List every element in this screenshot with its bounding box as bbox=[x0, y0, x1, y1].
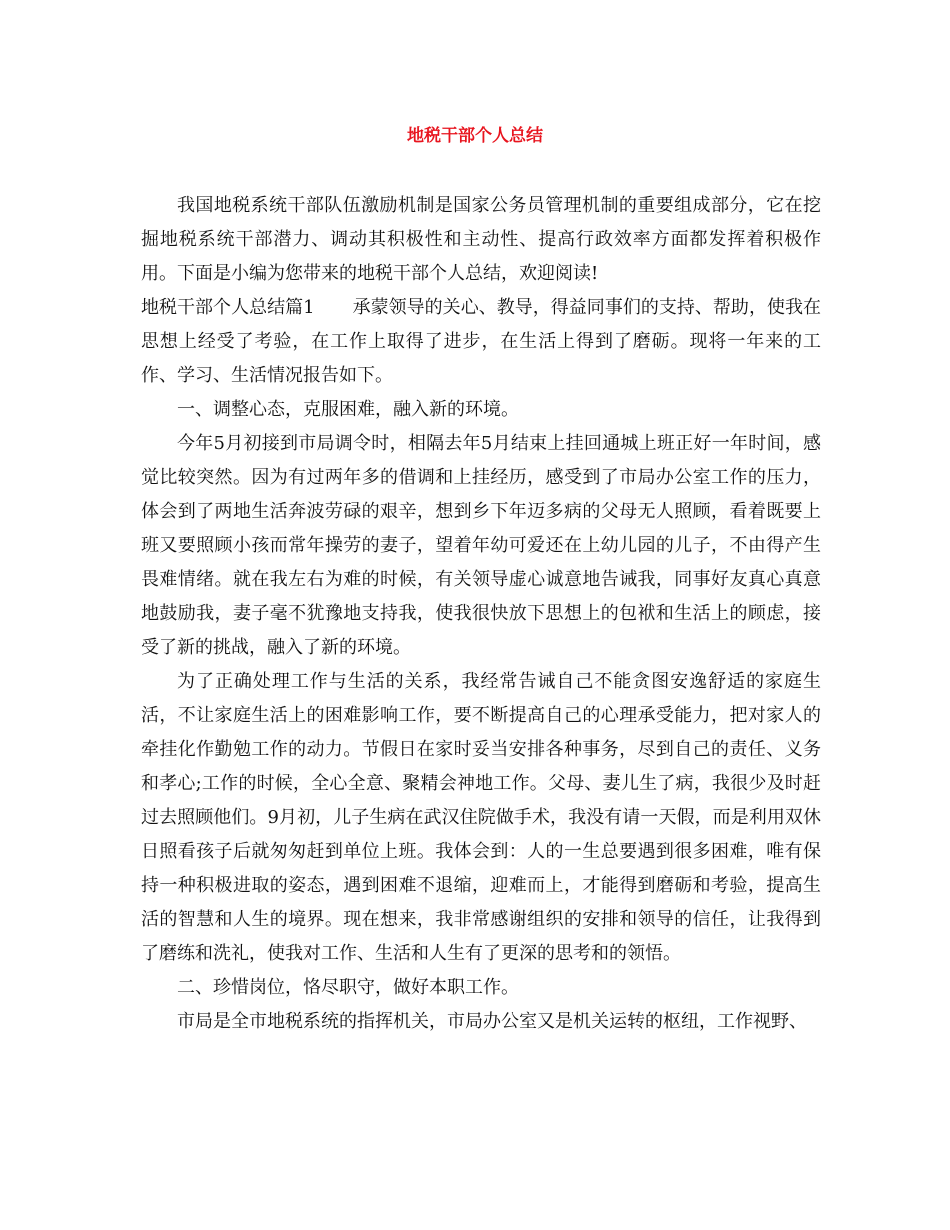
heading-two: 二、珍惜岗位，恪尽职守，做好本职工作。 bbox=[177, 977, 519, 998]
section-paragraph bbox=[141, 291, 821, 393]
section-label: 地税干部个人总结篇1 bbox=[141, 297, 315, 318]
paragraph-three: 市局是全市地税系统的指挥机关，市局办公室又是机关运转的枢纽，工作视野、 bbox=[177, 1011, 807, 1032]
heading-one: 一、调整心态，克服困难，融入新的环境。 bbox=[177, 399, 519, 420]
paragraph-one: 今年5月初接到市局调令时，相隔去年5月结束上挂回通城上班正好一年时间，感觉比较突然。因为有过两年多的借调和上挂经历，感受到了市局办公室工作的压力，体会到了两地生活奔波劳碌的艰辛，想到乡下年迈多病的父母无人照顾，看着既要上班又要照顾小孩而常年操劳的妻子，望着年幼可爱还在上幼儿园的儿子，不由得产生畏难情绪。就在我左右为难的时候，有关领导虚心诚意地告诫我，同事好友真心真意地鼓励我，妻子毫不犹豫地支持我，使我很快放下思想上的包袱和生活上的顾虑，接受了新的挑战，融入了新的环境。 bbox=[141, 433, 821, 658]
document-body bbox=[141, 189, 821, 1039]
document-title: 地税干部个人总结 bbox=[407, 126, 543, 146]
paragraph-two: 为了正确处理工作与生活的关系，我经常告诫自己不能贪图安逸舒适的家庭生活，不让家庭生活上的困难影响工作，要不断提高自己的心理承受能力，把对家人的牵挂化作勤勉工作的动力。节假日在家时妥当安排各种事务，尽到自己的责任、义务和孝心;工作的时候，全心全意、聚精会神地工作。父母、妻儿生了病，我很少及时赶过去照顾他们。9月初，儿子生病在武汉住院做手术，我没有请一天假，而是利用双休日照看孩子后就匆匆赶到单位上班。我体会到：人的一生总要遇到很多困难，唯有保持一种积极进取的姿态，遇到困难不退缩，迎难而上，才能得到磨砺和考验，提高生活的智慧和人生的境界。现在想来，我非常感谢组织的安排和领导的信任，让我得到了磨练和洗礼，使我对工作、生活和人生有了更深的思考和的领悟。 bbox=[141, 671, 821, 964]
intro-paragraph: 我国地税系统干部队伍激励机制是国家公务员管理机制的重要组成部分，它在挖掘地税系统干部潜力、调动其积极性和主动性、提高行政效率方面都发挥着积极作用。下面是小编为您带来的地税干部个人总结，欢迎阅读! bbox=[141, 195, 821, 284]
section-lead: 承蒙领导的关心、教导，得益同事们的支持、帮助，使我在思想上经受了考验，在工作上取得了进步，在生活上得到了磨砺。现将一年来的工作、学习、生活情况报告如下。 bbox=[141, 297, 821, 386]
